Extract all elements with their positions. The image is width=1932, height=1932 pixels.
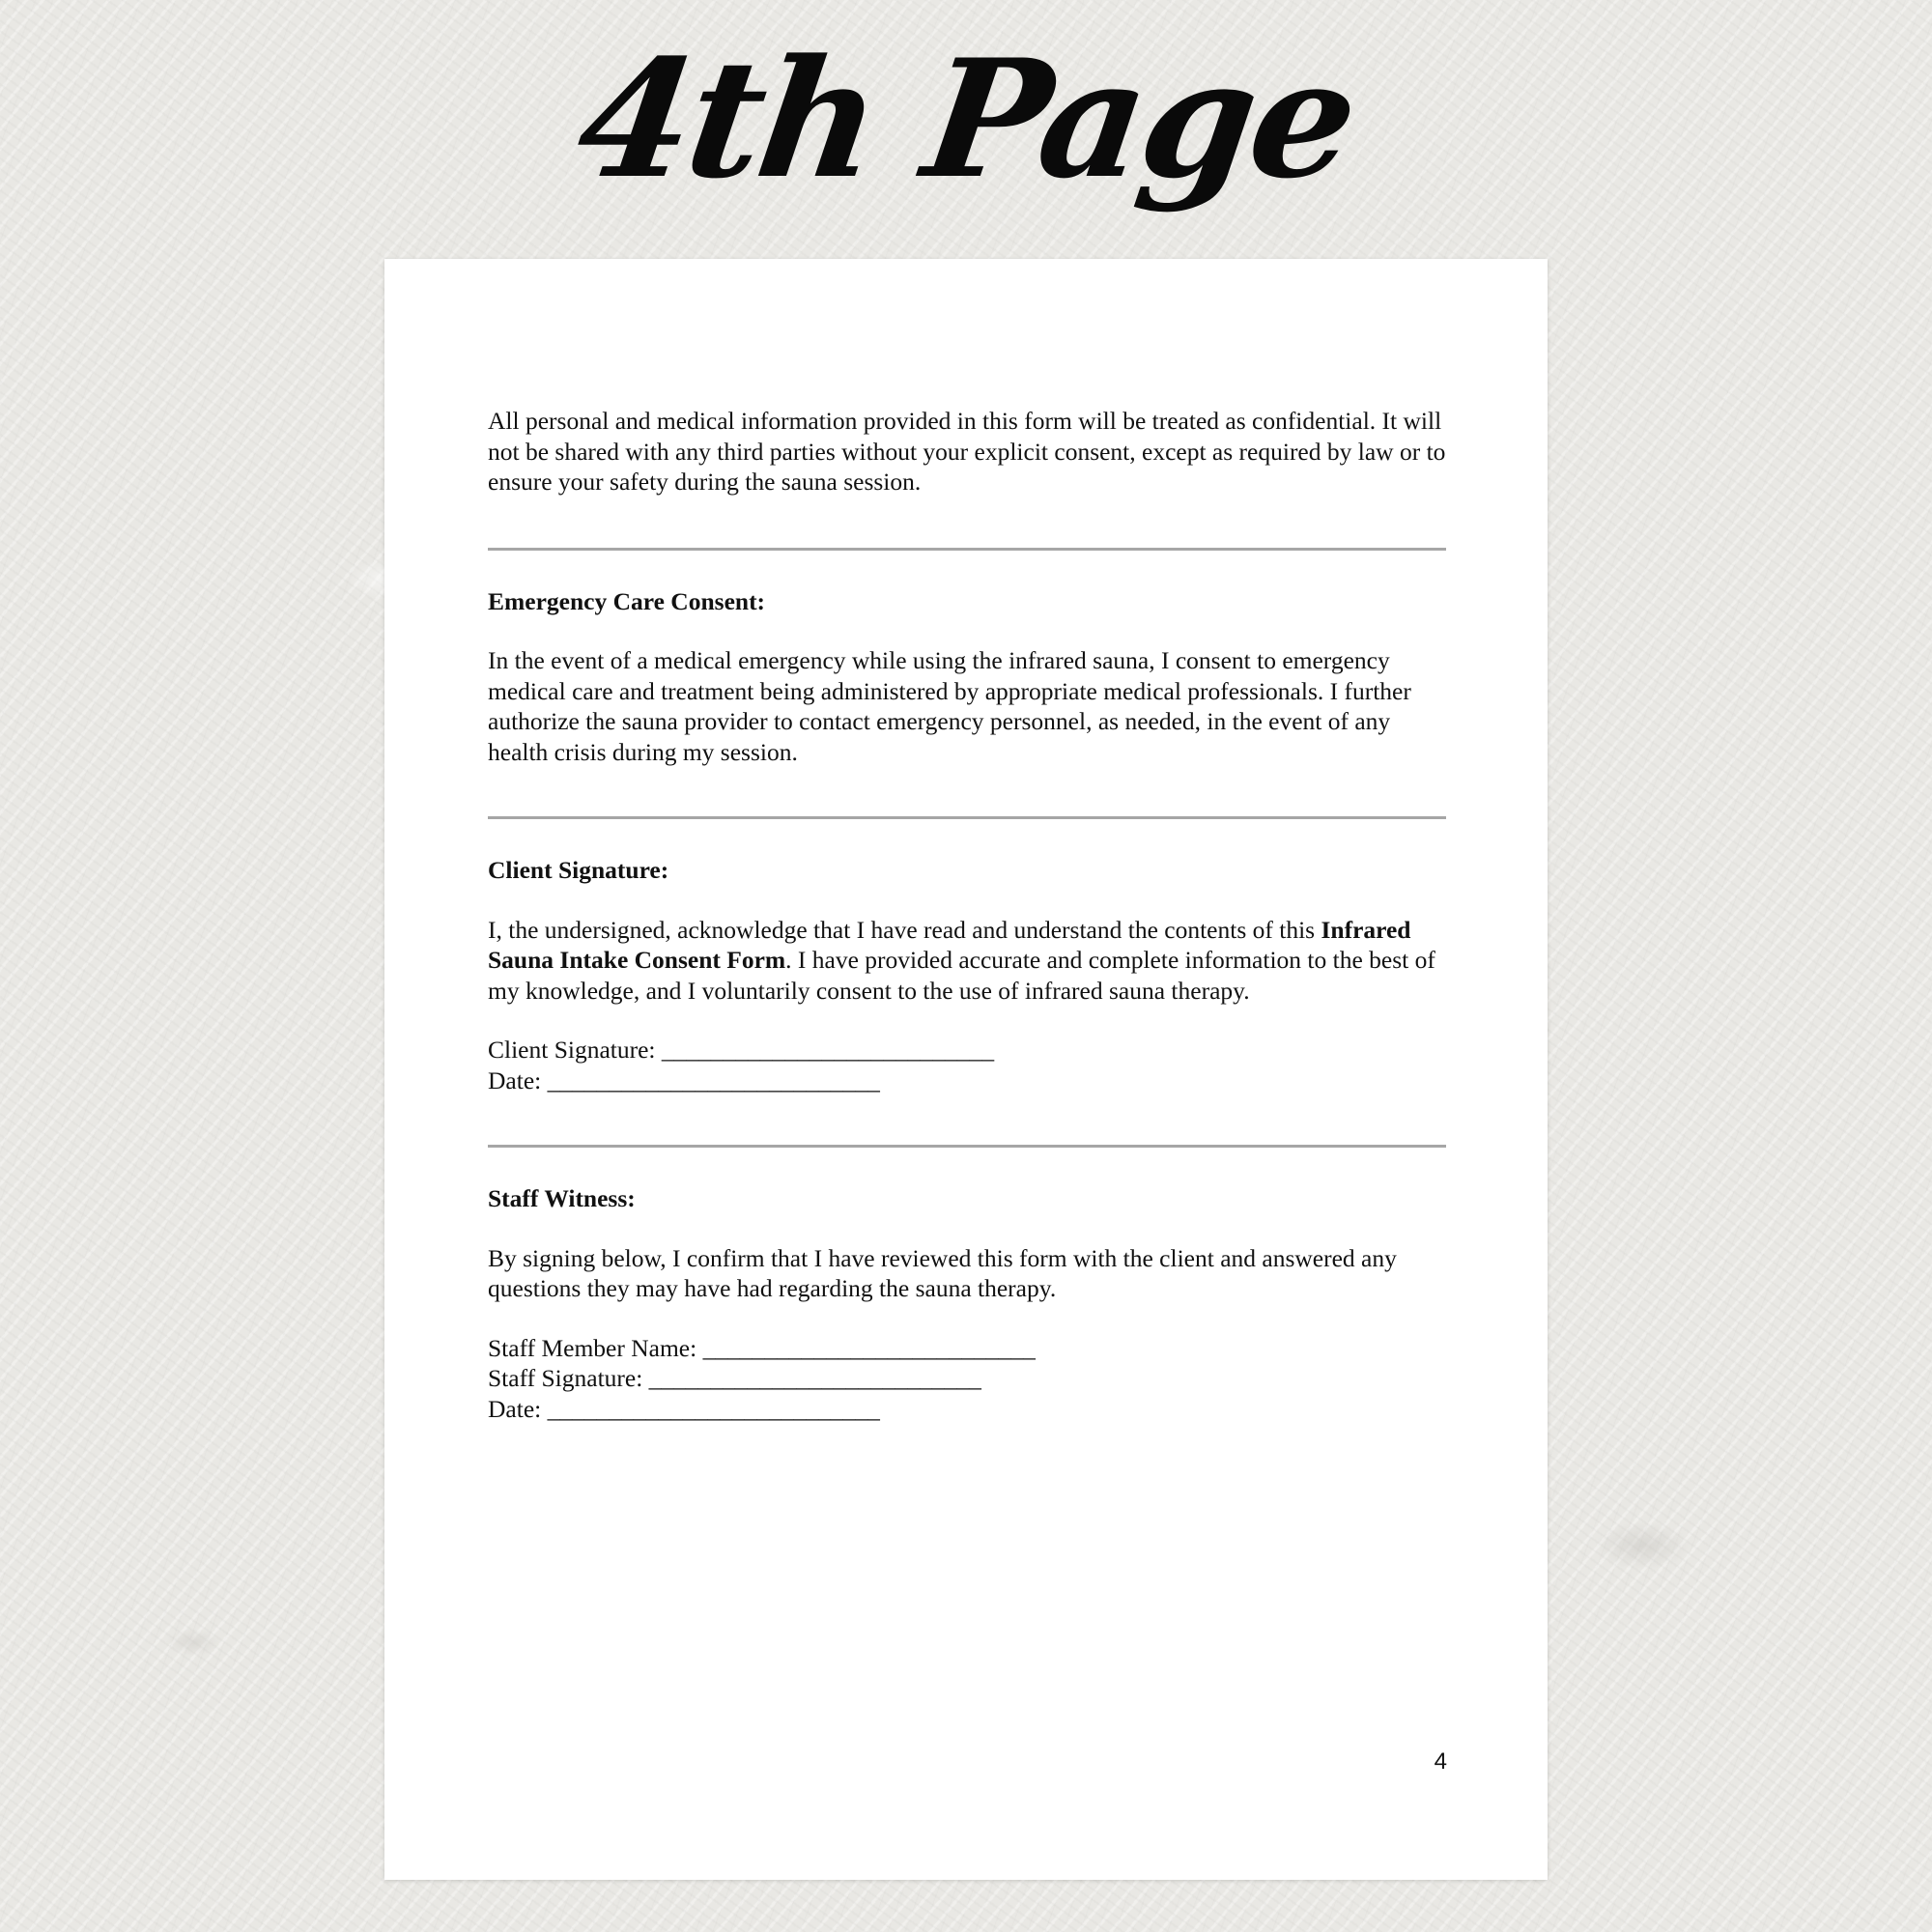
emergency-care-heading: Emergency Care Consent: bbox=[488, 586, 766, 615]
client-acknowledgement-paragraph bbox=[488, 915, 1446, 1007]
client-signature-heading: Client Signature: bbox=[488, 856, 669, 884]
client-signature-field[interactable]: Client Signature: ___________________________ bbox=[488, 1036, 995, 1064]
staff-witness-paragraph: By signing below, I confirm that I have reviewed this form with the client and answered any questions they may have had regarding the sauna therapy. bbox=[488, 1243, 1397, 1302]
staff-member-name-field[interactable]: Staff Member Name: ___________________________ bbox=[488, 1333, 1036, 1362]
confidentiality-paragraph: All personal and medical information provided in this form will be treated as confidential. It will not be shared with any third parties without your explicit consent, except as required by law or to ensure your safety during the sauna session. bbox=[488, 407, 1446, 496]
staff-witness-heading: Staff Witness: bbox=[488, 1184, 636, 1212]
emergency-care-paragraph: In the event of a medical emergency while using the infrared sauna, I consent to emergency medical care and treatment being administered by appropriate medical professionals. I further authorize the sauna provider to contact emergency personnel, as needed, in the event of any health crisis during my session. bbox=[488, 646, 1411, 766]
document-sheet bbox=[384, 259, 1548, 1880]
page-title: 4th Page bbox=[567, 23, 1365, 214]
client-acknowledgement-intro: I, the undersigned, acknowledge that I have read and understand the contents of this bbox=[488, 915, 1316, 944]
section-divider bbox=[488, 816, 1446, 819]
section-divider bbox=[488, 1145, 1446, 1148]
document-content bbox=[488, 406, 1446, 1424]
staff-signature-field[interactable]: Staff Signature: ___________________________ bbox=[488, 1364, 981, 1392]
form-name: Infrared Sauna Intake Consent Form bbox=[488, 915, 1411, 974]
client-date-field[interactable]: Date: ___________________________ bbox=[488, 1065, 880, 1094]
client-acknowledgement-rest: . I have provided accurate and complete information to the best of my knowledge, and I voluntarily consent to the use of infrared sauna therapy. bbox=[488, 946, 1435, 1005]
staff-date-field[interactable]: Date: ___________________________ bbox=[488, 1394, 880, 1423]
section-divider bbox=[488, 548, 1446, 551]
page-number: 4 bbox=[1434, 1748, 1447, 1775]
